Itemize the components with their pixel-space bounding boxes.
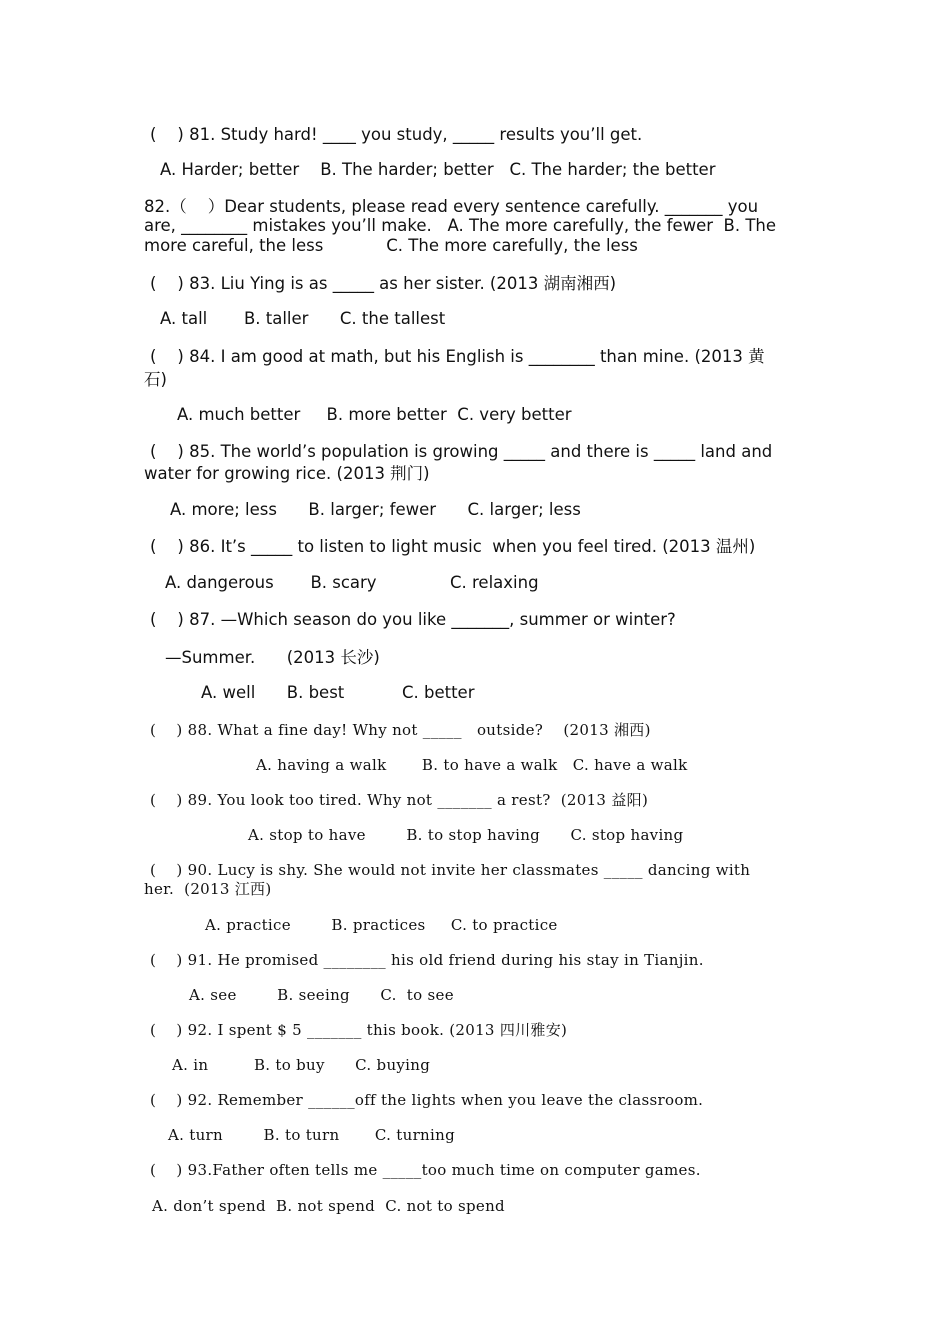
question-87-line-1: ( ) 87. —Which season do you like _______, summer or winter? xyxy=(150,610,676,629)
question-85-line-2: water for growing rice. (2013 荆门) xyxy=(144,464,430,483)
question-82-line-3: more careful, the less C. The more carefully, the less xyxy=(144,236,638,255)
options-91: A. see B. seeing C. to see xyxy=(189,986,454,1004)
options-83: A. tall B. taller C. the tallest xyxy=(160,309,446,328)
options-87: A. well B. best C. better xyxy=(201,683,475,702)
options-90: A. practice B. practices C. to practice xyxy=(205,916,558,934)
question-82-line-2: are, ________ mistakes you’ll make. A. The more carefully, the fewer B. The xyxy=(144,216,777,235)
options-93: A. don’t spend B. not spend C. not to spend xyxy=(152,1197,505,1215)
question-81: ( ) 81. Study hard! ____ you study, _____ results you’ll get. xyxy=(150,125,643,144)
question-92a: ( ) 92. I spent $ 5 _______ this book. (2013 四川雅安) xyxy=(150,1021,568,1039)
question-84-line-2: 石) xyxy=(144,370,167,389)
options-92a: A. in B. to buy C. buying xyxy=(172,1056,431,1074)
options-84: A. much better B. more better C. very better xyxy=(177,405,572,424)
question-85-line-1: ( ) 85. The world’s population is growing _____ and there is _____ land and xyxy=(150,442,773,461)
options-85: A. more; less B. larger; fewer C. larger; less xyxy=(170,500,581,519)
options-86: A. dangerous B. scary C. relaxing xyxy=(165,573,539,592)
question-88: ( ) 88. What a fine day! Why not _____ outside? (2013 湘西) xyxy=(150,721,651,739)
options-81: A. Harder; better B. The harder; better C. The harder; the better xyxy=(160,160,716,179)
question-91: ( ) 91. He promised ________ his old friend during his stay in Tianjin. xyxy=(150,951,704,969)
question-82-line-1: 82.（ ）Dear students, please read every sentence carefully. _______ you xyxy=(144,197,759,216)
options-92b: A. turn B. to turn C. turning xyxy=(168,1126,455,1144)
question-92b: ( ) 92. Remember ______off the lights when you leave the classroom. xyxy=(150,1091,704,1109)
question-83: ( ) 83. Liu Ying is as _____ as her sister. (2013 湖南湘西) xyxy=(150,274,617,293)
options-88: A. having a walk B. to have a walk C. have a walk xyxy=(256,756,688,774)
question-93: ( ) 93.Father often tells me _____too much time on computer games. xyxy=(150,1161,701,1179)
question-89: ( ) 89. You look too tired. Why not _______ a rest? (2013 益阳) xyxy=(150,791,649,809)
question-84-line-1: ( ) 84. I am good at math, but his English is ________ than mine. (2013 黄 xyxy=(150,347,765,366)
question-90-line-2: her. (2013 江西) xyxy=(144,880,272,898)
question-86: ( ) 86. It’s _____ to listen to light music when you feel tired. (2013 温州) xyxy=(150,537,756,556)
options-89: A. stop to have B. to stop having C. stop having xyxy=(248,826,684,844)
question-90-line-1: ( ) 90. Lucy is shy. She would not invite her classmates _____ dancing with xyxy=(150,861,751,879)
question-87-line-2: —Summer. (2013 长沙) xyxy=(165,648,380,667)
